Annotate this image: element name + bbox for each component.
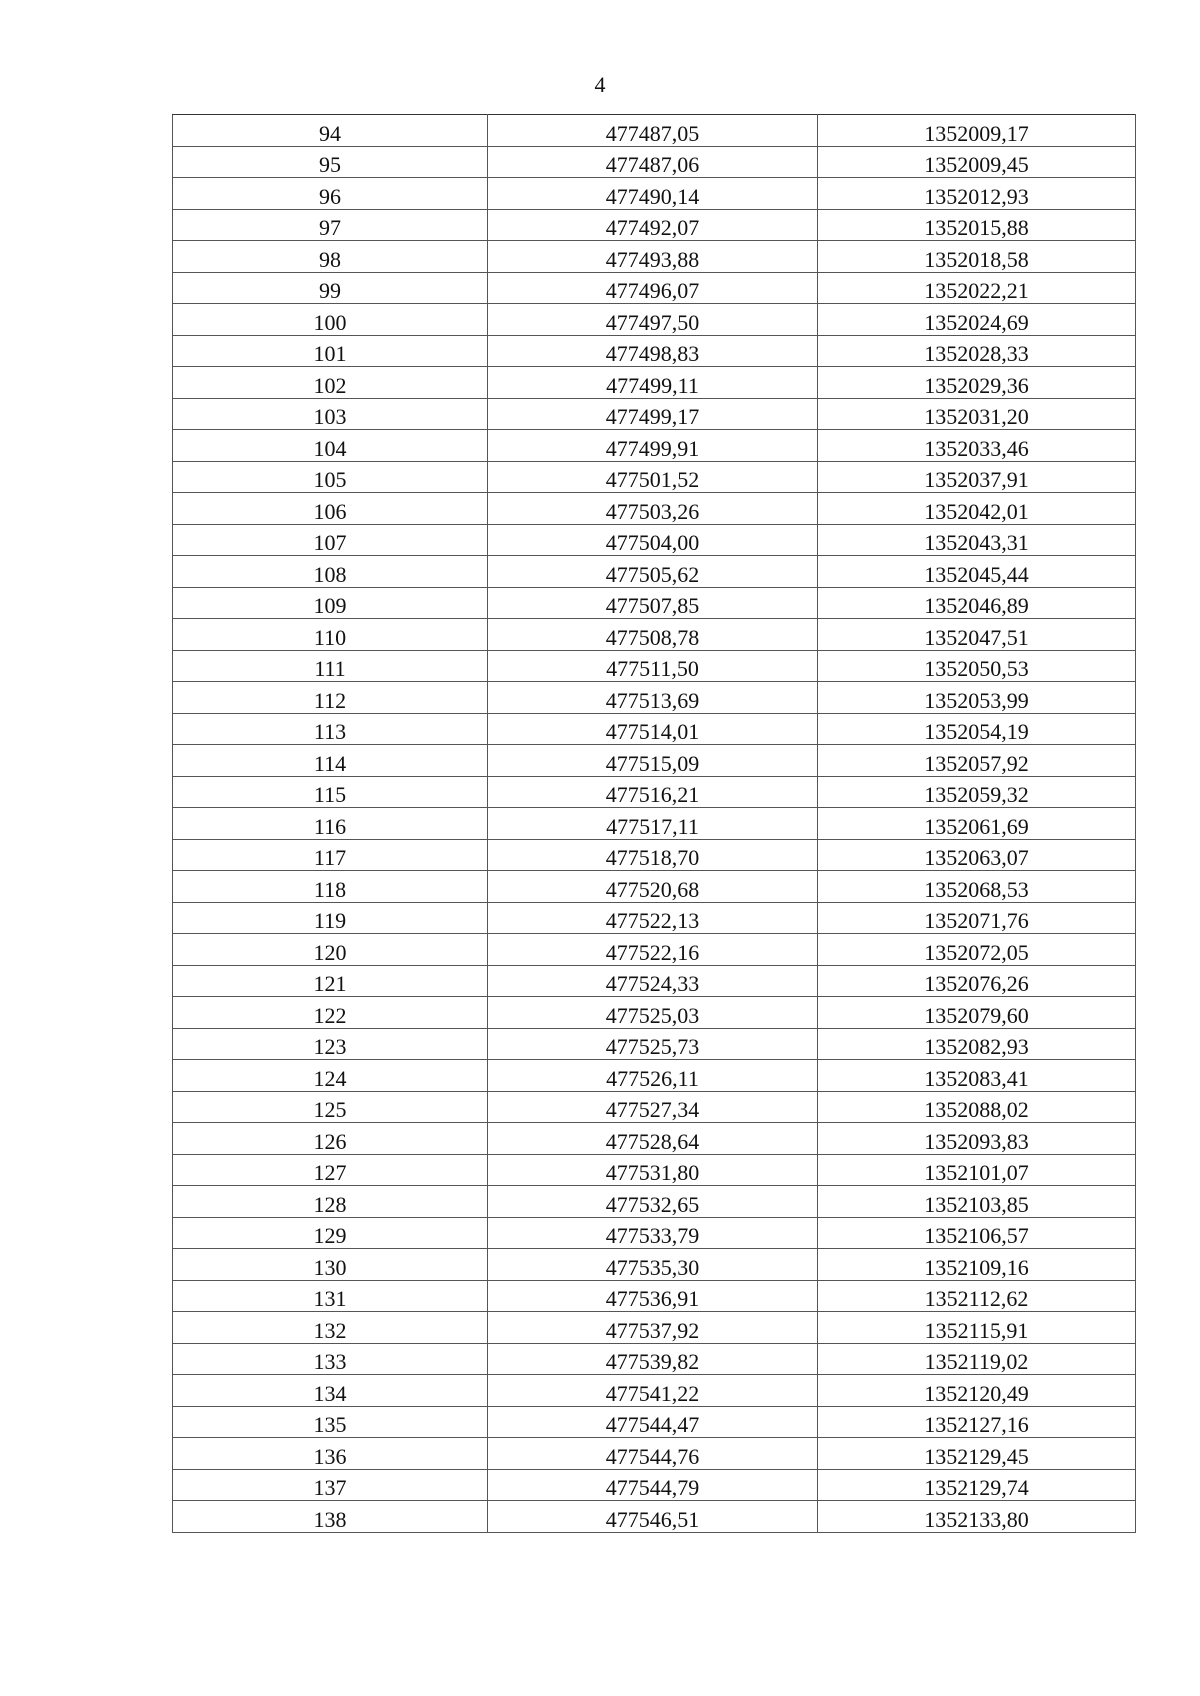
table-row [173,461,1136,493]
y-coordinate-cell: 1352042,01 [818,493,1136,525]
point-number-cell: 105 [173,461,488,493]
y-coordinate-cell: 1352031,20 [818,398,1136,430]
table-row [173,272,1136,304]
point-number-cell: 132 [173,1312,488,1344]
point-number-cell: 97 [173,209,488,241]
y-coordinate-cell: 1352129,45 [818,1438,1136,1470]
x-coordinate-cell: 477504,00 [488,524,818,556]
point-number-cell: 125 [173,1091,488,1123]
x-coordinate-cell: 477516,21 [488,776,818,808]
y-coordinate-cell: 1352050,53 [818,650,1136,682]
point-number-cell: 120 [173,934,488,966]
x-coordinate-cell: 477522,16 [488,934,818,966]
point-number-cell: 122 [173,997,488,1029]
x-coordinate-cell: 477511,50 [488,650,818,682]
x-coordinate-cell: 477507,85 [488,587,818,619]
x-coordinate-cell: 477536,91 [488,1280,818,1312]
table-row [173,524,1136,556]
point-number-cell: 109 [173,587,488,619]
y-coordinate-cell: 1352120,49 [818,1375,1136,1407]
point-number-cell: 121 [173,965,488,997]
x-coordinate-cell: 477546,51 [488,1501,818,1533]
point-number-cell: 95 [173,146,488,178]
table-row [173,1280,1136,1312]
point-number-cell: 94 [173,115,488,147]
x-coordinate-cell: 477518,70 [488,839,818,871]
point-number-cell: 130 [173,1249,488,1281]
y-coordinate-cell: 1352024,69 [818,304,1136,336]
y-coordinate-cell: 1352109,16 [818,1249,1136,1281]
y-coordinate-cell: 1352045,44 [818,556,1136,588]
table-row [173,1438,1136,1470]
point-number-cell: 100 [173,304,488,336]
x-coordinate-cell: 477487,06 [488,146,818,178]
x-coordinate-cell: 477533,79 [488,1217,818,1249]
point-number-cell: 111 [173,650,488,682]
x-coordinate-cell: 477493,88 [488,241,818,273]
table-row [173,1091,1136,1123]
table-row [173,367,1136,399]
point-number-cell: 136 [173,1438,488,1470]
point-number-cell: 116 [173,808,488,840]
table-row [173,1375,1136,1407]
y-coordinate-cell: 1352063,07 [818,839,1136,871]
table-row [173,209,1136,241]
table-row [173,178,1136,210]
y-coordinate-cell: 1352059,32 [818,776,1136,808]
x-coordinate-cell: 477522,13 [488,902,818,934]
point-number-cell: 115 [173,776,488,808]
x-coordinate-cell: 477527,34 [488,1091,818,1123]
x-coordinate-cell: 477490,14 [488,178,818,210]
point-number-cell: 123 [173,1028,488,1060]
y-coordinate-cell: 1352018,58 [818,241,1136,273]
x-coordinate-cell: 477499,91 [488,430,818,462]
y-coordinate-cell: 1352112,62 [818,1280,1136,1312]
table-row [173,304,1136,336]
point-number-cell: 135 [173,1406,488,1438]
y-coordinate-cell: 1352133,80 [818,1501,1136,1533]
table-row [173,745,1136,777]
table-row [173,115,1136,147]
x-coordinate-cell: 477532,65 [488,1186,818,1218]
table-row [173,839,1136,871]
table-row [173,241,1136,273]
point-number-cell: 131 [173,1280,488,1312]
y-coordinate-cell: 1352083,41 [818,1060,1136,1092]
point-number-cell: 134 [173,1375,488,1407]
y-coordinate-cell: 1352028,33 [818,335,1136,367]
table-row [173,934,1136,966]
table-row [173,556,1136,588]
x-coordinate-cell: 477513,69 [488,682,818,714]
x-coordinate-cell: 477524,33 [488,965,818,997]
x-coordinate-cell: 477535,30 [488,1249,818,1281]
table-row [173,1186,1136,1218]
point-number-cell: 129 [173,1217,488,1249]
point-number-cell: 126 [173,1123,488,1155]
y-coordinate-cell: 1352053,99 [818,682,1136,714]
point-number-cell: 118 [173,871,488,903]
table-row [173,1060,1136,1092]
point-number-cell: 102 [173,367,488,399]
x-coordinate-cell: 477503,26 [488,493,818,525]
x-coordinate-cell: 477487,05 [488,115,818,147]
x-coordinate-cell: 477497,50 [488,304,818,336]
point-number-cell: 98 [173,241,488,273]
x-coordinate-cell: 477520,68 [488,871,818,903]
y-coordinate-cell: 1352072,05 [818,934,1136,966]
y-coordinate-cell: 1352012,93 [818,178,1136,210]
y-coordinate-cell: 1352068,53 [818,871,1136,903]
point-number-cell: 127 [173,1154,488,1186]
x-coordinate-cell: 477499,17 [488,398,818,430]
x-coordinate-cell: 477531,80 [488,1154,818,1186]
y-coordinate-cell: 1352101,07 [818,1154,1136,1186]
point-number-cell: 107 [173,524,488,556]
coordinates-table [172,114,1136,1533]
page-number: 4 [594,72,606,97]
table-row [173,398,1136,430]
y-coordinate-cell: 1352088,02 [818,1091,1136,1123]
table-row [173,776,1136,808]
x-coordinate-cell: 477544,79 [488,1469,818,1501]
table-row [173,650,1136,682]
point-number-cell: 99 [173,272,488,304]
table-row [173,1312,1136,1344]
x-coordinate-cell: 477508,78 [488,619,818,651]
y-coordinate-cell: 1352129,74 [818,1469,1136,1501]
y-coordinate-cell: 1352076,26 [818,965,1136,997]
x-coordinate-cell: 477544,76 [488,1438,818,1470]
x-coordinate-cell: 477544,47 [488,1406,818,1438]
y-coordinate-cell: 1352057,92 [818,745,1136,777]
y-coordinate-cell: 1352015,88 [818,209,1136,241]
point-number-cell: 117 [173,839,488,871]
table-row [173,965,1136,997]
y-coordinate-cell: 1352127,16 [818,1406,1136,1438]
y-coordinate-cell: 1352106,57 [818,1217,1136,1249]
table-row [173,682,1136,714]
point-number-cell: 114 [173,745,488,777]
table-row [173,335,1136,367]
table-row [173,871,1136,903]
y-coordinate-cell: 1352033,46 [818,430,1136,462]
x-coordinate-cell: 477515,09 [488,745,818,777]
y-coordinate-cell: 1352047,51 [818,619,1136,651]
point-number-cell: 106 [173,493,488,525]
x-coordinate-cell: 477525,73 [488,1028,818,1060]
y-coordinate-cell: 1352009,45 [818,146,1136,178]
point-number-cell: 138 [173,1501,488,1533]
table-row [173,493,1136,525]
x-coordinate-cell: 477528,64 [488,1123,818,1155]
table-row [173,1501,1136,1533]
x-coordinate-cell: 477499,11 [488,367,818,399]
y-coordinate-cell: 1352061,69 [818,808,1136,840]
y-coordinate-cell: 1352082,93 [818,1028,1136,1060]
point-number-cell: 137 [173,1469,488,1501]
table-row [173,713,1136,745]
point-number-cell: 96 [173,178,488,210]
table-row [173,902,1136,934]
point-number-cell: 124 [173,1060,488,1092]
x-coordinate-cell: 477526,11 [488,1060,818,1092]
table-row [173,619,1136,651]
x-coordinate-cell: 477525,03 [488,997,818,1029]
x-coordinate-cell: 477514,01 [488,713,818,745]
y-coordinate-cell: 1352103,85 [818,1186,1136,1218]
point-number-cell: 108 [173,556,488,588]
point-number-cell: 110 [173,619,488,651]
point-number-cell: 128 [173,1186,488,1218]
point-number-cell: 104 [173,430,488,462]
table-row [173,587,1136,619]
y-coordinate-cell: 1352037,91 [818,461,1136,493]
table-row [173,1469,1136,1501]
y-coordinate-cell: 1352071,76 [818,902,1136,934]
x-coordinate-cell: 477537,92 [488,1312,818,1344]
table-row [173,1343,1136,1375]
table-row [173,146,1136,178]
x-coordinate-cell: 477496,07 [488,272,818,304]
table-row [173,1249,1136,1281]
y-coordinate-cell: 1352043,31 [818,524,1136,556]
x-coordinate-cell: 477505,62 [488,556,818,588]
x-coordinate-cell: 477517,11 [488,808,818,840]
y-coordinate-cell: 1352093,83 [818,1123,1136,1155]
y-coordinate-cell: 1352009,17 [818,115,1136,147]
table-row [173,1154,1136,1186]
y-coordinate-cell: 1352115,91 [818,1312,1136,1344]
table-row [173,430,1136,462]
y-coordinate-cell: 1352046,89 [818,587,1136,619]
x-coordinate-cell: 477501,52 [488,461,818,493]
point-number-cell: 112 [173,682,488,714]
y-coordinate-cell: 1352119,02 [818,1343,1136,1375]
y-coordinate-cell: 1352029,36 [818,367,1136,399]
coordinates-table-body [173,115,1136,1533]
table-row [173,1028,1136,1060]
point-number-cell: 133 [173,1343,488,1375]
point-number-cell: 103 [173,398,488,430]
x-coordinate-cell: 477498,83 [488,335,818,367]
x-coordinate-cell: 477541,22 [488,1375,818,1407]
point-number-cell: 119 [173,902,488,934]
table-row [173,1123,1136,1155]
y-coordinate-cell: 1352079,60 [818,997,1136,1029]
y-coordinate-cell: 1352022,21 [818,272,1136,304]
y-coordinate-cell: 1352054,19 [818,713,1136,745]
table-row [173,808,1136,840]
x-coordinate-cell: 477539,82 [488,1343,818,1375]
table-row [173,997,1136,1029]
x-coordinate-cell: 477492,07 [488,209,818,241]
table-row [173,1406,1136,1438]
table-row [173,1217,1136,1249]
point-number-cell: 101 [173,335,488,367]
point-number-cell: 113 [173,713,488,745]
